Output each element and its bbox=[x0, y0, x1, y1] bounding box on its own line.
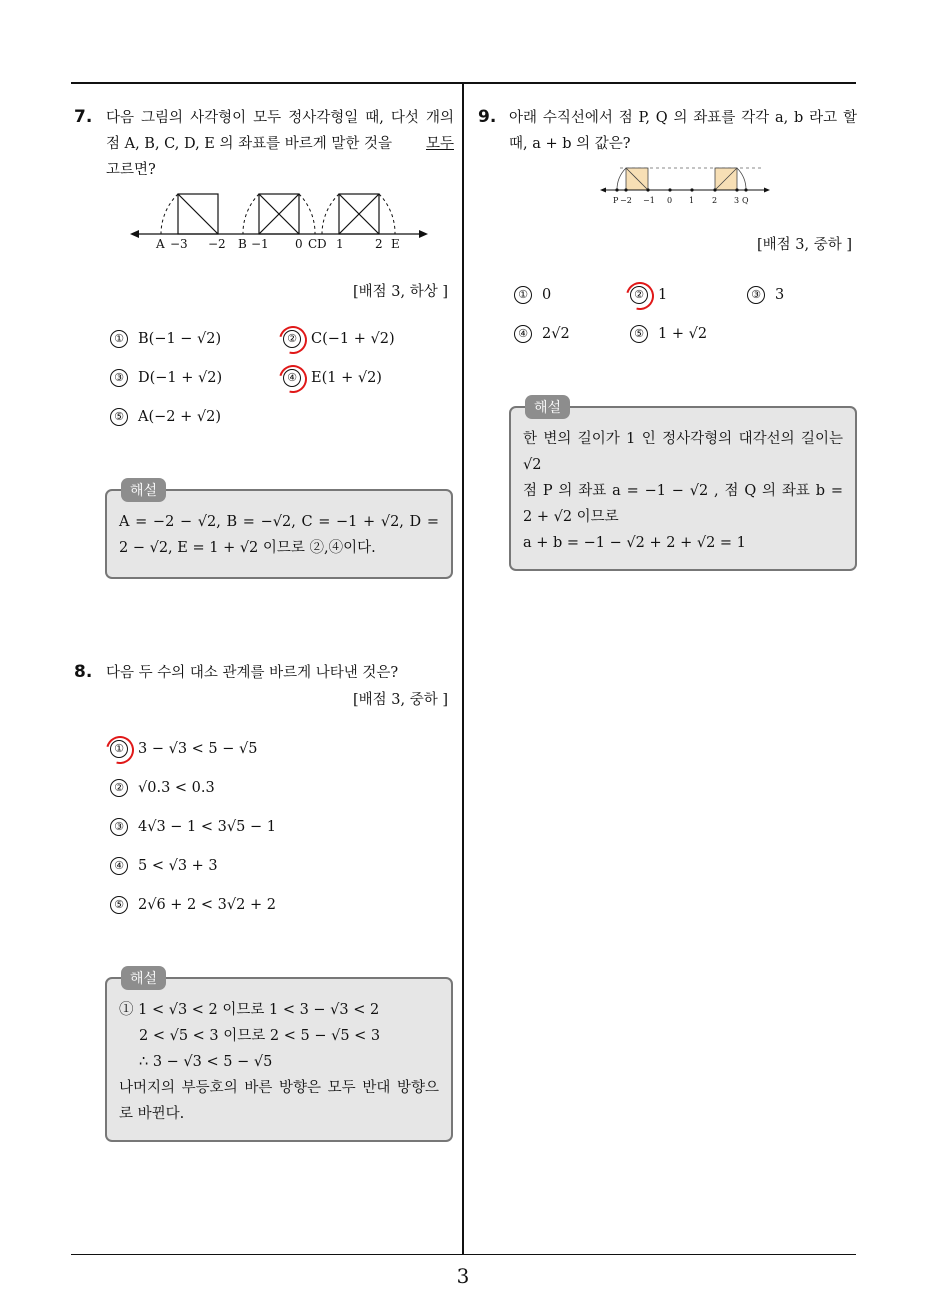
q9-text-line-2: 때, a + b 의 값은? bbox=[509, 136, 631, 152]
choice-number: ④ bbox=[110, 857, 128, 875]
q7-label-B: B bbox=[238, 237, 247, 251]
q9-question-text bbox=[509, 105, 857, 157]
choice-number: ⑤ bbox=[110, 408, 128, 426]
q9-choice-4[interactable] bbox=[514, 325, 570, 343]
q9-axis-left-arrow bbox=[600, 188, 606, 193]
q9-label-3: 3 bbox=[734, 196, 740, 205]
choice-number: ① bbox=[110, 330, 128, 348]
q7-label-neg2: −2 bbox=[208, 237, 226, 251]
q7-arc-c bbox=[299, 194, 315, 234]
q9-tick-point bbox=[646, 188, 649, 191]
q9-tick-point bbox=[668, 188, 671, 191]
choice-text: C(−1 + √2) bbox=[311, 331, 395, 347]
choice-text: 2√2 bbox=[542, 326, 570, 342]
q9-label-0: 0 bbox=[667, 196, 673, 205]
q7-label-C: C bbox=[308, 237, 318, 251]
choice-text: D(−1 + √2) bbox=[138, 370, 223, 386]
q9-arc-right bbox=[737, 168, 746, 190]
q9-text-line-1: 아래 수직선에서 점 P, Q 의 좌표를 각각 a, b 라고 할 bbox=[509, 110, 857, 126]
choice-text: 1 + √2 bbox=[658, 326, 708, 342]
solution-label: 해설 bbox=[121, 966, 166, 990]
q9-choice-3[interactable] bbox=[747, 286, 784, 304]
choice-number: ③ bbox=[110, 369, 128, 387]
q7-arc-d bbox=[322, 194, 339, 234]
q9-number: 9. bbox=[478, 107, 497, 127]
q9-label-neg1: −1 bbox=[643, 196, 655, 205]
q7-underlined-word: 모두 bbox=[425, 136, 454, 152]
column-divider bbox=[462, 83, 464, 1255]
solution-body bbox=[523, 426, 843, 556]
q9-meta: [배점 3, 중하 ] bbox=[756, 237, 852, 253]
q9-solution-box bbox=[509, 400, 857, 571]
page-number: 3 bbox=[456, 1264, 470, 1288]
choice-number-marked: ① bbox=[110, 740, 128, 758]
q9-label-1: 1 bbox=[689, 196, 695, 205]
solution-line: 2 − √2, E = 1 + √2 이므로 ②,④이다. bbox=[119, 540, 376, 556]
choice-number-marked: ② bbox=[283, 330, 301, 348]
q8-choice-2[interactable] bbox=[110, 779, 215, 797]
q7-label-neg1: −1 bbox=[251, 237, 269, 251]
q8-solution-box bbox=[105, 971, 453, 1142]
q9-tick-point bbox=[713, 188, 716, 191]
q7-arc-b bbox=[243, 194, 259, 234]
choice-number: ③ bbox=[747, 286, 765, 304]
q9-axis-right-arrow bbox=[764, 188, 770, 193]
choice-number-marked: ④ bbox=[283, 369, 301, 387]
q9-choice-5[interactable] bbox=[630, 325, 707, 343]
choice-text: 5 < √3 + 3 bbox=[138, 858, 218, 874]
q7-axis-left-arrow bbox=[130, 230, 139, 238]
q8-text-line: 다음 두 수의 대소 관계를 바르게 나타낸 것은? bbox=[106, 665, 399, 681]
q9-point-Q bbox=[744, 188, 747, 191]
q7-axis-right-arrow bbox=[419, 230, 428, 238]
choice-text: 3 − √3 < 5 − √5 bbox=[138, 741, 258, 757]
choice-number: ② bbox=[110, 779, 128, 797]
choice-text: √0.3 < 0.3 bbox=[138, 780, 215, 796]
choice-text: E(1 + √2) bbox=[311, 370, 382, 386]
q7-label-neg3: −3 bbox=[170, 237, 188, 251]
q7-square-1-diagonal bbox=[178, 194, 218, 234]
choice-text: 0 bbox=[542, 287, 552, 303]
solution-line: 나머지의 부등호의 바른 방향은 모두 반대 방향으 bbox=[119, 1080, 439, 1096]
q7-label-2: 2 bbox=[375, 237, 383, 251]
q9-tick-point bbox=[735, 188, 738, 191]
q9-arc-left bbox=[617, 168, 626, 190]
q7-number-line-figure bbox=[130, 186, 430, 252]
q7-label-0: 0 bbox=[295, 237, 303, 251]
choice-text: 4√3 − 1 < 3√5 − 1 bbox=[138, 819, 276, 835]
q7-choice-5[interactable] bbox=[110, 408, 221, 426]
q9-point-P bbox=[615, 188, 618, 191]
q7-choice-4[interactable] bbox=[283, 369, 382, 387]
q9-choice-1[interactable] bbox=[514, 286, 551, 304]
choice-number: ⑤ bbox=[110, 896, 128, 914]
q8-choice-3[interactable] bbox=[110, 818, 276, 836]
q7-solution-box bbox=[105, 483, 453, 579]
q8-choice-4[interactable] bbox=[110, 857, 218, 875]
q7-label-A: A bbox=[156, 237, 165, 251]
q7-choice-3[interactable] bbox=[110, 369, 222, 387]
q7-label-D: D bbox=[317, 237, 327, 251]
q7-arc-e bbox=[379, 194, 395, 234]
choice-text: B(−1 − √2) bbox=[138, 331, 222, 347]
q7-text-line-1: 다음 그림의 사각형이 모두 정사각형일 때, 다섯 개의 bbox=[106, 110, 454, 126]
solution-line: 2 + √2 이므로 bbox=[523, 509, 619, 525]
q9-label-neg2: −2 bbox=[620, 196, 632, 205]
solution-line: 2 < √5 < 3 이므로 2 < 5 − √5 < 3 bbox=[139, 1028, 381, 1044]
q7-arc-a bbox=[161, 194, 178, 234]
solution-label: 해설 bbox=[525, 395, 570, 419]
choice-number: ③ bbox=[110, 818, 128, 836]
q7-text-line-2-main: 점 A, B, C, D, E 의 좌표를 바르게 말한 것을 bbox=[106, 136, 393, 152]
bottom-rule bbox=[71, 1254, 856, 1255]
choice-text: 1 bbox=[658, 287, 668, 303]
q9-label-P: P bbox=[613, 196, 619, 205]
q8-number: 8. bbox=[74, 662, 93, 682]
solution-label: 해설 bbox=[121, 478, 166, 502]
solution-line: 점 P 의 좌표 a = −1 − √2 , 점 Q 의 좌표 b = bbox=[523, 483, 843, 499]
q7-choice-1[interactable] bbox=[110, 330, 221, 348]
choice-text: 2√6 + 2 < 3√2 + 2 bbox=[138, 897, 276, 913]
choice-number: ① bbox=[514, 286, 532, 304]
q9-label-2: 2 bbox=[712, 196, 718, 205]
q7-meta: [배점 3, 하상 ] bbox=[352, 284, 448, 300]
q7-choice-2[interactable] bbox=[283, 330, 395, 348]
solution-body bbox=[119, 509, 439, 561]
q9-tick-point bbox=[690, 188, 693, 191]
solution-line: a + b = −1 − √2 + 2 + √2 = 1 bbox=[523, 535, 746, 551]
choice-text: 3 bbox=[775, 287, 785, 303]
q9-number-line-figure bbox=[600, 162, 772, 210]
q8-choice-1[interactable] bbox=[110, 740, 257, 758]
q7-label-1: 1 bbox=[336, 237, 344, 251]
q9-choice-2[interactable] bbox=[630, 286, 667, 304]
q9-label-Q: Q bbox=[742, 196, 749, 205]
solution-line: A = −2 − √2, B = −√2, C = −1 + √2, D = bbox=[119, 514, 439, 530]
solution-line: √2 bbox=[523, 457, 542, 473]
q7-label-E: E bbox=[391, 237, 400, 251]
choice-number: ⑤ bbox=[630, 325, 648, 343]
q8-choice-5[interactable] bbox=[110, 896, 276, 914]
q7-text-line-2 bbox=[106, 131, 454, 157]
q9-tick-point bbox=[624, 188, 627, 191]
solution-line: 로 바뀐다. bbox=[119, 1106, 185, 1122]
solution-body bbox=[119, 997, 439, 1127]
solution-line: ∴ 3 − √3 < 5 − √5 bbox=[139, 1054, 273, 1070]
solution-line: ① 1 < √3 < 2 이므로 1 < 3 − √3 < 2 bbox=[119, 1002, 380, 1018]
choice-number: ④ bbox=[514, 325, 532, 343]
q8-meta: [배점 3, 중하 ] bbox=[352, 692, 448, 708]
choice-text: A(−2 + √2) bbox=[138, 409, 221, 425]
solution-line: 한 변의 길이가 1 인 정사각형의 대각선의 길이는 bbox=[523, 431, 843, 447]
q7-question-text bbox=[106, 105, 454, 183]
q7-text-line-3: 고르면? bbox=[106, 162, 156, 178]
q7-number: 7. bbox=[74, 107, 93, 127]
q8-question-text bbox=[106, 660, 454, 686]
choice-number-marked: ② bbox=[630, 286, 648, 304]
